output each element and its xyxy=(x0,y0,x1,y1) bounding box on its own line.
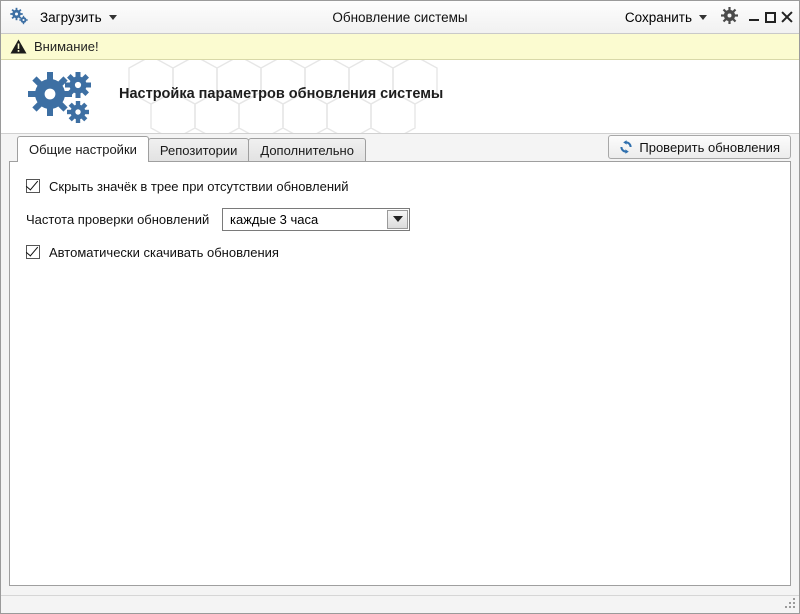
chevron-down-icon xyxy=(109,15,117,20)
window-title: Обновление системы xyxy=(332,10,468,25)
settings-panel xyxy=(9,161,791,586)
resize-grip[interactable] xyxy=(783,598,796,611)
gear-icon[interactable] xyxy=(720,6,739,28)
tab-advanced-label: Дополнительно xyxy=(260,143,354,158)
tab-general-settings[interactable] xyxy=(17,136,149,162)
tab-general-settings-label: Общие настройки xyxy=(29,142,137,157)
minimize-icon[interactable] xyxy=(749,12,760,23)
tab-advanced[interactable] xyxy=(248,138,366,162)
status-bar xyxy=(1,595,799,613)
auto-download-label: Автоматически скачивать обновления xyxy=(49,244,279,260)
tab-bar xyxy=(1,134,799,162)
auto-download-row[interactable] xyxy=(26,242,774,262)
window-controls xyxy=(749,11,793,23)
title-bar-right xyxy=(620,6,799,28)
gears-icon xyxy=(23,69,95,128)
maximize-icon[interactable] xyxy=(765,12,776,23)
update-frequency-select[interactable] xyxy=(222,208,410,231)
hide-tray-icon-row[interactable] xyxy=(26,176,774,196)
close-icon[interactable] xyxy=(781,11,793,23)
load-menu-label: Загрузить xyxy=(40,9,102,25)
tab-repositories-label: Репозитории xyxy=(159,143,238,158)
save-menu-button[interactable] xyxy=(620,7,712,28)
update-frequency-label: Частота проверки обновлений xyxy=(26,211,210,227)
header-banner xyxy=(1,60,799,134)
banner-title: Настройка параметров обновления системы xyxy=(119,86,444,102)
gears-icon xyxy=(9,6,29,29)
title-bar xyxy=(1,1,799,34)
warning-bar xyxy=(1,34,799,60)
warning-text: Внимание! xyxy=(34,39,99,54)
update-frequency-value: каждые 3 часа xyxy=(230,211,319,227)
auto-download-checkbox[interactable] xyxy=(26,245,40,259)
check-updates-button[interactable] xyxy=(608,135,791,159)
chevron-down-icon[interactable] xyxy=(387,210,408,229)
hide-tray-icon-checkbox[interactable] xyxy=(26,179,40,193)
update-frequency-row xyxy=(26,209,774,229)
check-updates-label: Проверить обновления xyxy=(639,139,780,155)
load-menu-button[interactable] xyxy=(35,7,122,28)
refresh-icon xyxy=(619,140,633,154)
save-menu-label: Сохранить xyxy=(624,9,692,25)
tab-repositories[interactable] xyxy=(148,138,249,162)
chevron-down-icon xyxy=(699,15,707,20)
title-bar-left xyxy=(1,6,122,29)
arrow-down-glyph xyxy=(393,216,403,222)
warning-triangle-icon xyxy=(10,39,27,54)
hide-tray-icon-label: Скрыть значёк в трее при отсутствии обновлений xyxy=(49,178,349,194)
